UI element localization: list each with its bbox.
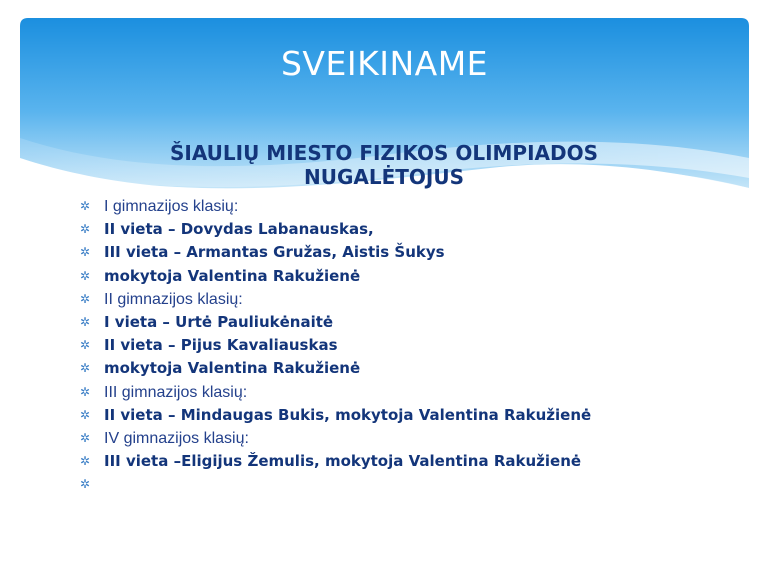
list-item: [80, 381, 720, 404]
list-item-text: I vieta – Urtė Pauliukėnaitė: [104, 313, 334, 332]
bullet-icon: ✲: [80, 361, 91, 376]
list-item-text: mokytoja Valentina Rakužienė: [104, 359, 361, 378]
bullet-icon: ✲: [80, 454, 91, 469]
slide-subtitle: ŠIAULIŲ MIESTO FIZIKOS OLIMPIADOS NUGALĖTOJUS: [169, 141, 599, 189]
bullet-icon: ✲: [80, 477, 91, 492]
list-item-text: III gimnazijos klasių:: [104, 383, 248, 401]
list-item-text: IV gimnazijos klasių:: [104, 429, 249, 447]
list-item: [80, 450, 720, 473]
bullet-icon: ✲: [80, 384, 91, 399]
list-item-text: II vieta – Pijus Kavaliauskas: [104, 336, 338, 355]
list-item: [80, 357, 720, 380]
list-item: [80, 473, 720, 496]
bullet-icon: ✲: [80, 199, 91, 214]
list-item-text: II vieta – Dovydas Labanauskas,: [104, 220, 374, 239]
list-item: [80, 265, 720, 288]
bullet-icon: ✲: [80, 245, 91, 260]
list-item-text: III vieta –Eligijus Žemulis, mokytoja Valentina Rakužienė: [104, 452, 582, 471]
list-item: [80, 195, 720, 218]
list-item-text: mokytoja Valentina Rakužienė: [104, 266, 361, 285]
bullet-icon: ✲: [80, 315, 91, 330]
list-item-text: III vieta – Armantas Gružas, Aistis Šukys: [104, 243, 445, 262]
list-item: [80, 311, 720, 334]
list-item-text: II gimnazijos klasių:: [104, 290, 243, 308]
list-item-text: II vieta – Mindaugas Bukis, mokytoja Valentina Rakužienė: [104, 405, 592, 424]
list-item: [80, 241, 720, 264]
list-item-text: I gimnazijos klasių:: [104, 198, 239, 216]
bullet-icon: ✲: [80, 291, 91, 306]
bullet-icon: ✲: [80, 268, 91, 283]
list-item: [80, 334, 720, 357]
list-item: [80, 427, 720, 450]
list-item: [80, 288, 720, 311]
bullet-icon: ✲: [80, 222, 91, 237]
list-item: [80, 404, 720, 427]
list-item: [80, 218, 720, 241]
slide-title: SVEIKINAME: [280, 44, 489, 83]
bullet-icon: ✲: [80, 338, 91, 353]
winners-list: [80, 195, 720, 496]
bullet-icon: ✲: [80, 407, 91, 422]
bullet-icon: ✲: [80, 430, 91, 445]
